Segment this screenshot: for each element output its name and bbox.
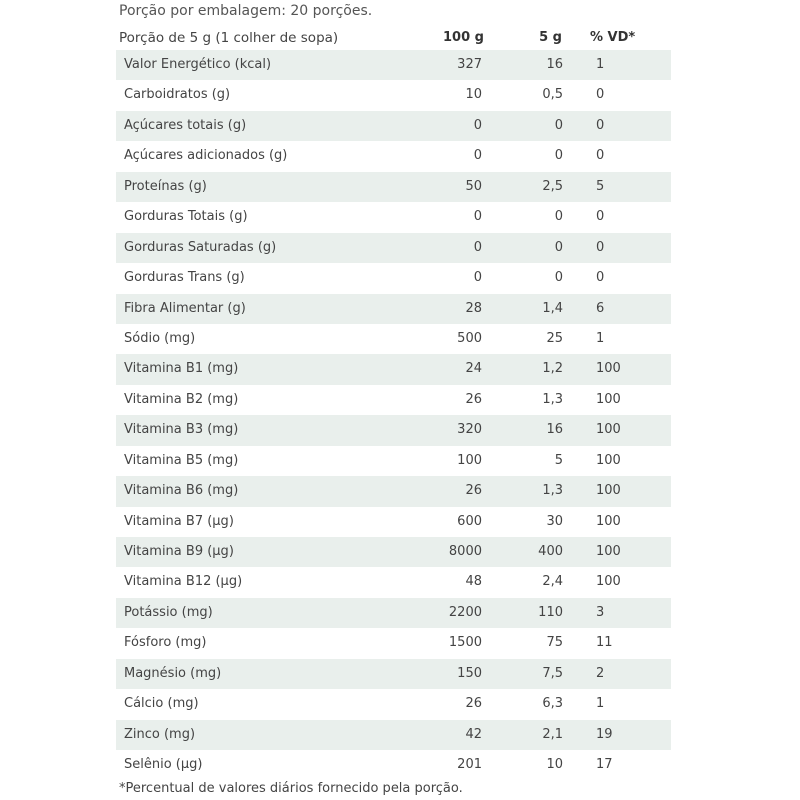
value-5g: 0 (554, 117, 563, 133)
nutrient-name: Potássio (mg) (124, 604, 213, 620)
value-5g: 0 (554, 148, 563, 164)
nutrition-table (116, 50, 671, 781)
value-5g: 75 (546, 635, 563, 651)
value-100g: 24 (465, 361, 482, 377)
value-5g: 6,3 (542, 696, 563, 712)
value-5g: 2,1 (542, 726, 563, 742)
value-daily-percent: 100 (596, 361, 621, 377)
value-100g: 320 (457, 422, 482, 438)
value-5g: 2,5 (542, 178, 563, 194)
table-row (116, 567, 671, 597)
nutrient-name: Proteínas (g) (124, 178, 207, 194)
table-row (116, 111, 671, 141)
table-header (119, 27, 671, 49)
table-row (116, 689, 671, 719)
value-daily-percent: 100 (596, 422, 621, 438)
value-daily-percent: 100 (596, 574, 621, 590)
value-100g: 0 (473, 209, 482, 225)
nutrient-name: Vitamina B5 (mg) (124, 452, 239, 468)
table-row (116, 446, 671, 476)
table-row (116, 476, 671, 506)
nutrient-name: Vitamina B7 (µg) (124, 513, 234, 529)
value-100g: 26 (465, 391, 482, 407)
table-row (116, 537, 671, 567)
table-row (116, 233, 671, 263)
nutrient-name: Selênio (µg) (124, 757, 203, 773)
value-100g: 8000 (448, 544, 482, 559)
value-daily-percent: 0 (596, 148, 605, 164)
value-daily-percent: 2 (596, 665, 605, 681)
value-5g: 0 (554, 239, 563, 255)
value-daily-percent: 100 (596, 452, 621, 468)
value-100g: 0 (473, 239, 482, 255)
value-100g: 1500 (448, 635, 482, 651)
value-100g: 50 (465, 178, 482, 194)
nutrient-name: Gorduras Trans (g) (124, 270, 245, 286)
nutrient-name: Zinco (mg) (124, 726, 196, 742)
table-row (116, 294, 671, 324)
column-header-100g: 100 g (443, 30, 484, 45)
value-100g: 201 (457, 757, 482, 773)
servings-per-package: Porção por embalagem: 20 porções. (119, 3, 373, 19)
value-daily-percent: 100 (596, 391, 621, 407)
value-100g: 327 (457, 57, 482, 72)
table-row (116, 385, 671, 415)
value-5g: 1,3 (542, 391, 563, 407)
value-100g: 100 (457, 452, 482, 468)
value-daily-percent: 0 (596, 209, 605, 225)
value-daily-percent: 3 (596, 604, 605, 620)
value-5g: 10 (546, 757, 563, 773)
value-100g: 28 (465, 300, 482, 316)
value-daily-percent: 1 (596, 57, 605, 72)
value-daily-percent: 19 (596, 726, 613, 742)
table-row (116, 720, 671, 750)
portion-size-label: Porção de 5 g (1 colher de sopa) (119, 30, 339, 46)
value-daily-percent: 100 (596, 544, 621, 559)
value-100g: 26 (465, 483, 482, 499)
value-5g: 110 (538, 604, 563, 620)
value-100g: 0 (473, 270, 482, 286)
column-header-daily-value: % VD* (590, 30, 636, 45)
value-100g: 150 (457, 665, 482, 681)
nutrient-name: Vitamina B12 (µg) (124, 574, 243, 590)
value-daily-percent: 1 (596, 696, 605, 712)
value-100g: 500 (457, 330, 482, 346)
value-5g: 5 (554, 452, 563, 468)
nutrient-name: Açúcares totais (g) (124, 117, 247, 133)
table-row (116, 80, 671, 110)
value-100g: 42 (465, 726, 482, 742)
value-5g: 1,4 (542, 300, 563, 316)
value-daily-percent: 17 (596, 757, 613, 773)
table-row (116, 415, 671, 445)
value-5g: 7,5 (542, 665, 563, 681)
table-row (116, 172, 671, 202)
nutrient-name: Valor Energético (kcal) (124, 57, 272, 72)
table-row (116, 354, 671, 384)
table-row (116, 50, 671, 80)
value-daily-percent: 11 (596, 635, 613, 651)
table-row (116, 324, 671, 354)
table-row (116, 628, 671, 658)
value-100g: 26 (465, 696, 482, 712)
column-header-5g: 5 g (539, 30, 562, 45)
table-row (116, 507, 671, 537)
nutrient-name: Cálcio (mg) (124, 696, 199, 712)
nutrient-name: Carboidratos (g) (124, 87, 231, 103)
nutrient-name: Sódio (mg) (124, 330, 196, 346)
value-5g: 16 (546, 422, 563, 438)
value-5g: 0 (554, 270, 563, 286)
value-daily-percent: 0 (596, 117, 605, 133)
value-daily-percent: 0 (596, 270, 605, 286)
value-5g: 0 (554, 209, 563, 225)
nutrient-name: Vitamina B2 (mg) (124, 391, 239, 407)
value-100g: 48 (465, 574, 482, 590)
value-100g: 10 (465, 87, 482, 103)
value-5g: 400 (538, 544, 563, 559)
nutrient-name: Vitamina B9 (µg) (124, 544, 234, 559)
value-100g: 600 (457, 513, 482, 529)
value-daily-percent: 1 (596, 330, 605, 346)
value-5g: 2,4 (542, 574, 563, 590)
value-5g: 0,5 (542, 87, 563, 103)
nutrient-name: Vitamina B3 (mg) (124, 422, 239, 438)
value-100g: 2200 (448, 604, 482, 620)
table-row (116, 202, 671, 232)
value-daily-percent: 100 (596, 513, 621, 529)
value-5g: 25 (546, 330, 563, 346)
table-row (116, 263, 671, 293)
nutrient-name: Vitamina B1 (mg) (124, 361, 239, 377)
nutrient-name: Vitamina B6 (mg) (124, 483, 239, 499)
footnote: *Percentual de valores diários fornecido pela porção. (119, 781, 463, 796)
table-row (116, 598, 671, 628)
table-row (116, 750, 671, 780)
value-5g: 30 (546, 513, 563, 529)
nutrient-name: Açúcares adicionados (g) (124, 148, 288, 164)
value-5g: 1,3 (542, 483, 563, 499)
value-daily-percent: 100 (596, 483, 621, 499)
nutrient-name: Fósforo (mg) (124, 635, 207, 651)
nutrient-name: Gorduras Saturadas (g) (124, 239, 277, 255)
nutrient-name: Magnésio (mg) (124, 665, 222, 681)
table-row (116, 141, 671, 171)
nutrient-name: Fibra Alimentar (g) (124, 300, 246, 316)
value-100g: 0 (473, 148, 482, 164)
table-row (116, 659, 671, 689)
value-daily-percent: 0 (596, 239, 605, 255)
value-daily-percent: 5 (596, 178, 605, 194)
nutrient-name: Gorduras Totais (g) (124, 209, 248, 225)
value-5g: 16 (546, 57, 563, 72)
value-100g: 0 (473, 117, 482, 133)
value-5g: 1,2 (542, 361, 563, 377)
value-daily-percent: 6 (596, 300, 605, 316)
value-daily-percent: 0 (596, 87, 605, 103)
